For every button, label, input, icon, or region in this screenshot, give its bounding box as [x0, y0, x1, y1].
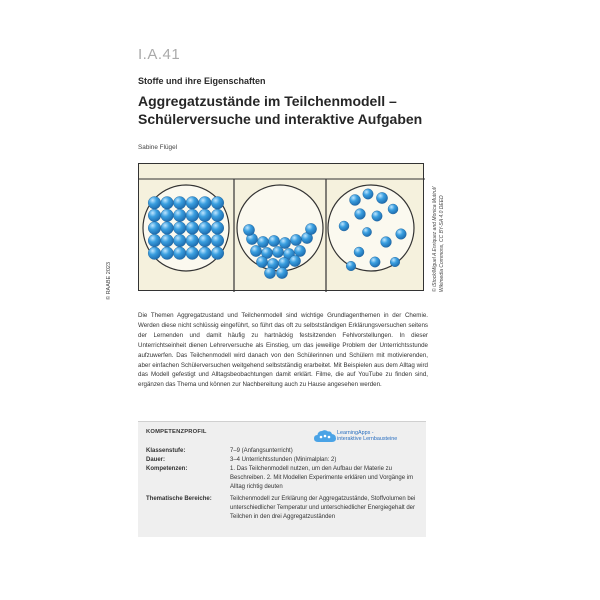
- intro-paragraph: Die Themen Aggregatzustand und Teilchenmodell sind wichtige Grundlagenthemen in der Chemie. Werden diese nicht schlüssig eingeführt, so führt das oft zu selbstständigen Erklärungsversuchen seitens der Lernenden und damit häufig zu hartnäckig festsitzenden Fehlvorstellungen. In dieser Unterrichtseinheit dienen Lehrerversuche als Einstieg, um das jeweilige Problem der Unterrichtsstunde aufzuwerfen. Das Teilchenmodell wird danach von den Schülerinnen und Schülern mit motivierenden, aber einfachen Schülerversuchen weitgehend selbstständig erarbeitet. Mit Beispielen aus dem Alltag wird das Modell gefestigt und Alltagsbeobachtungen damit erklärt. Filme, die auf YouTube zu finden sind, ergänzen das Thema und können zur Nachbereitung auch zu Hause angesehen werden.: [138, 312, 428, 389]
- particle: [372, 211, 382, 221]
- particle: [264, 267, 275, 278]
- particle: [199, 222, 212, 235]
- page-title: Aggregatzustände im Teilchenmodell – Schülerversuche und interaktive Aufgaben: [138, 93, 423, 127]
- particle: [363, 189, 373, 199]
- particle: [243, 224, 254, 235]
- cloud-icon: [314, 429, 336, 443]
- topic-label: Stoffe und ihre Eigenschaften: [138, 76, 266, 86]
- particle: [250, 245, 261, 256]
- logo-line1: LearningApps -: [337, 430, 374, 436]
- learningapps-logo: [314, 429, 424, 445]
- particle: [370, 257, 380, 267]
- particle: [148, 197, 161, 210]
- particle: [278, 257, 289, 268]
- particle: [354, 247, 364, 257]
- particle: [148, 222, 161, 235]
- particle: [362, 227, 371, 236]
- particle: [161, 209, 174, 222]
- particle: [173, 197, 186, 210]
- particle: [148, 247, 161, 260]
- particle: [173, 222, 186, 235]
- particle: [346, 261, 356, 271]
- particle: [211, 197, 224, 210]
- logo-line2: interaktive Lernbausteine: [337, 436, 398, 443]
- particle: [294, 245, 305, 256]
- particle: [173, 247, 186, 260]
- particle: [211, 234, 224, 247]
- particle: [268, 235, 279, 246]
- particle: [186, 222, 199, 235]
- particle: [339, 221, 349, 231]
- particle: [276, 267, 287, 278]
- particle: [388, 204, 398, 214]
- particle: [199, 197, 212, 210]
- copyright-note: © RAABE 2023: [106, 262, 112, 300]
- particle: [355, 209, 366, 220]
- particle: [390, 257, 400, 267]
- particle: [381, 237, 392, 248]
- particle: [199, 234, 212, 247]
- particle: [211, 222, 224, 235]
- particle: [211, 209, 224, 222]
- unit-code: I.A.41: [138, 46, 181, 63]
- particle: [148, 209, 161, 222]
- particle: [279, 237, 290, 248]
- particle: [173, 209, 186, 222]
- competence-profile: KOMPETENZPROFIL LearningApps - interaktive Lernbausteine Klassenstufe: 7–9 (Anfangsunterricht) Dauer: 3–4 Unterrichtsstunden (Minimalplan: 2) Kompetenzen: 1. Das Teilchenmodell nutzen, um den Aufbau der Materie zu Beschreiben. 2. Mit Modellen Experimente erklären und Vorgänge im Alltag richtig deuten Thematische Bereiche: Teilchenmodell zur Erklärung der Aggregatzustände, Stoffvolumen bei unterschiedlicher Temperatur und unterschiedlicher Energiegehalt der Teilchen in den drei Aggregatzuständen: [138, 421, 426, 537]
- particle: [186, 209, 199, 222]
- particle: [396, 229, 407, 240]
- particle: [161, 197, 174, 210]
- particle: [350, 195, 361, 206]
- particle: [290, 234, 301, 245]
- particle: [256, 256, 267, 267]
- particle: [161, 234, 174, 247]
- particle: [161, 247, 174, 260]
- particle-model-illustration: [139, 164, 425, 292]
- image-credit: © iStock/Miguel A Enriquez and Monica Mutirul/ Wikimedia Commons, CC BY-SA 4.0 DEED: [432, 186, 445, 292]
- particle: [199, 247, 212, 260]
- particle: [186, 234, 199, 247]
- particle: [161, 222, 174, 235]
- particle: [211, 247, 224, 260]
- particle: [148, 234, 161, 247]
- particle: [257, 236, 268, 247]
- particle: [272, 246, 283, 257]
- author-name: Sabine Flügel: [138, 144, 178, 151]
- particle: [376, 192, 387, 203]
- particle: [186, 197, 199, 210]
- particle: [199, 209, 212, 222]
- particle: [289, 255, 300, 266]
- particle: [186, 247, 199, 260]
- particle-model-figure: [138, 163, 424, 291]
- particle: [173, 234, 186, 247]
- particle: [305, 223, 316, 234]
- profile-heading: KOMPETENZPROFIL: [146, 429, 207, 435]
